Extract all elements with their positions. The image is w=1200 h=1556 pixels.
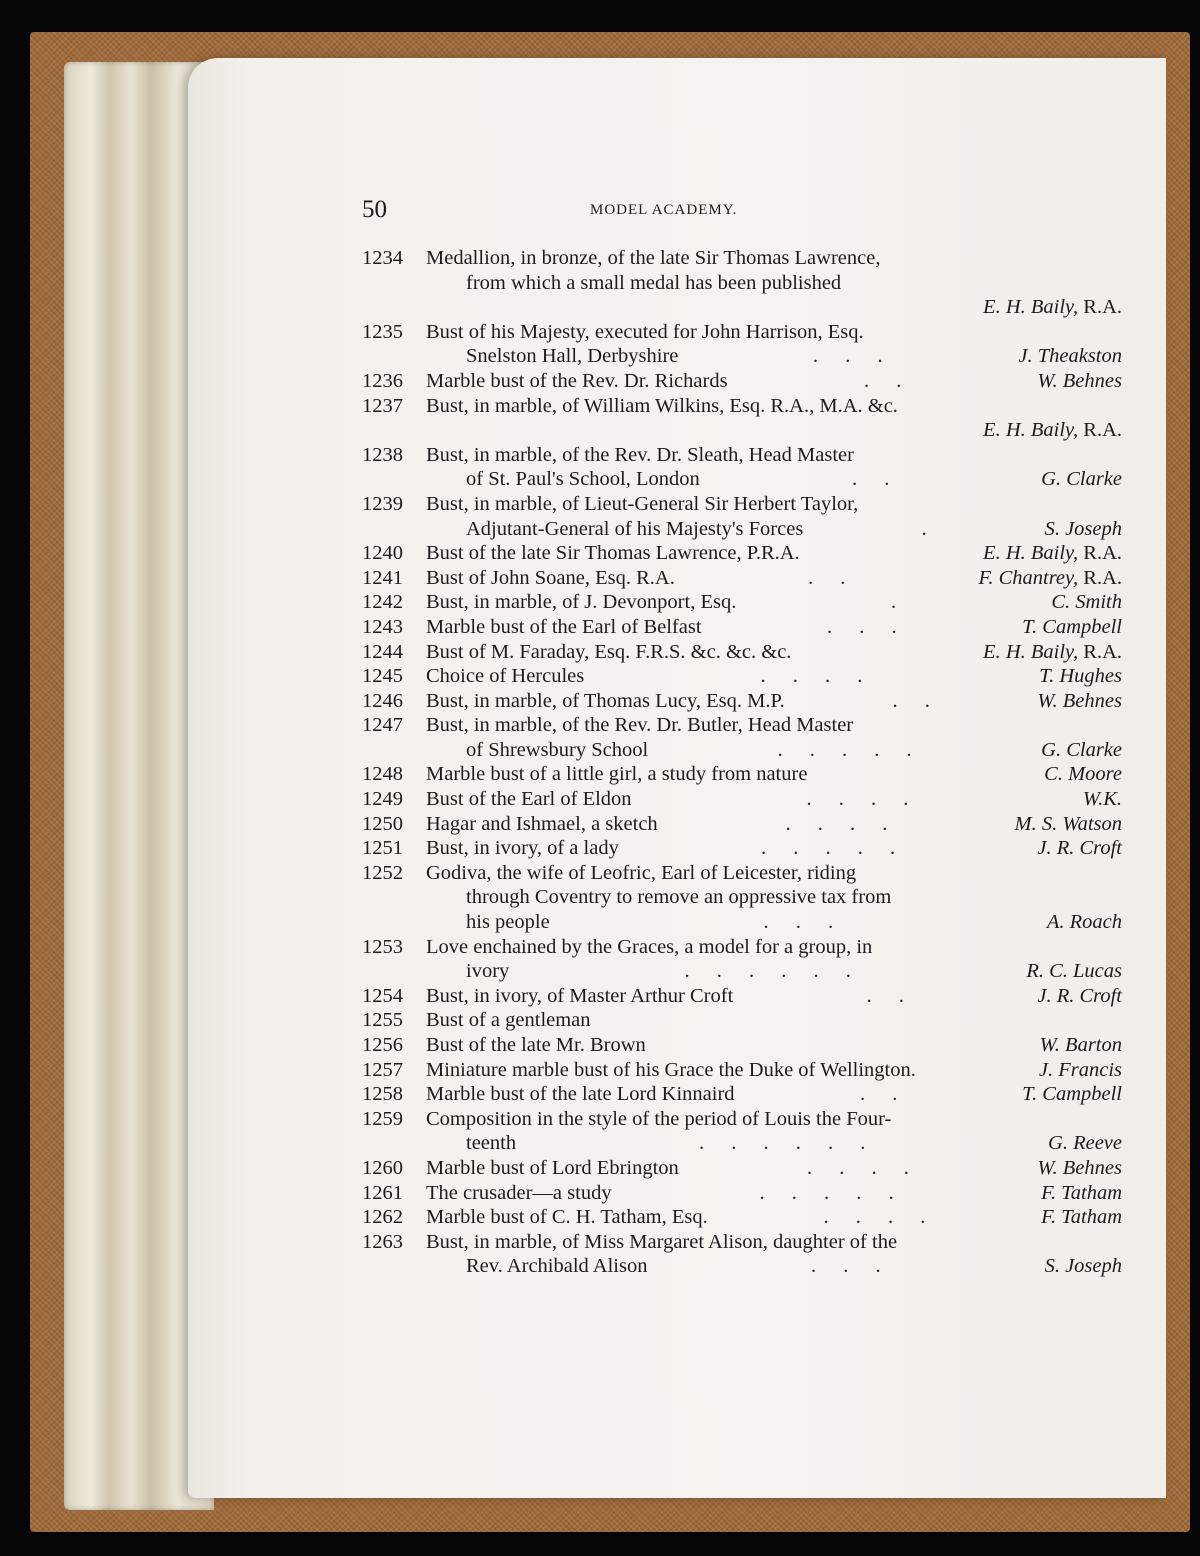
entry-line [362, 541, 1122, 566]
catalogue-entry [362, 935, 1122, 984]
leader-dots: . . . . . [761, 837, 896, 860]
catalogue-entry [362, 1033, 1122, 1058]
leader-dots: . . [892, 689, 930, 712]
catalogue-entry [362, 394, 1122, 443]
artist-name [983, 418, 1122, 443]
artist-name [1041, 1205, 1122, 1230]
artist-name [1041, 467, 1122, 492]
catalogue-entry [362, 590, 1122, 615]
entry-line [362, 836, 1122, 861]
entry-title: from which a small medal has been published [466, 271, 842, 294]
entry-line [362, 590, 1122, 615]
entry-title: Bust, in ivory, of Master Arthur Croft [426, 984, 734, 1007]
catalogue-entry [362, 1058, 1122, 1083]
artist-surname: E. H. Baily, [983, 542, 1079, 565]
leader-dots: . . . . [760, 665, 863, 688]
leader-dots: . . [866, 984, 904, 1007]
artist-name [1037, 1156, 1122, 1181]
catalogue-entry [362, 541, 1122, 566]
page-header [362, 196, 1122, 226]
artist-surname: G. Reeve [1048, 1132, 1122, 1155]
entry-line [362, 1082, 1122, 1107]
catalogue-entry [362, 615, 1122, 640]
artist-surname: W. Behnes [1037, 1156, 1122, 1179]
artist-name [983, 541, 1122, 566]
entry-number: 1235 [362, 320, 403, 343]
artist-surname: E. H. Baily, [983, 296, 1079, 319]
artist-name [1041, 1181, 1122, 1206]
entry-line [362, 492, 1122, 517]
entry-number: 1262 [362, 1206, 403, 1229]
leader-dots: . . . . [785, 812, 888, 835]
artist-name [978, 566, 1122, 591]
artist-name [1047, 910, 1122, 935]
entry-number: 1241 [362, 566, 403, 589]
artist-surname: W. Barton [1039, 1034, 1122, 1056]
entry-line [362, 1107, 1122, 1132]
artist-surname: A. Roach [1046, 911, 1122, 934]
entry-line [362, 640, 1122, 665]
catalogue-entry [362, 812, 1122, 837]
entry-line [362, 344, 1122, 369]
artist-title: R.A. [1083, 296, 1122, 319]
entry-line [362, 984, 1122, 1009]
entry-title: Marble bust of Lord Ebrington [426, 1156, 679, 1179]
catalogue-entry [362, 762, 1122, 787]
entry-title: Snelston Hall, Derbyshire [466, 345, 679, 368]
entry-line [362, 467, 1122, 492]
artist-name [1026, 959, 1122, 984]
entry-title: teenth [466, 1132, 517, 1155]
entry-title: Bust, in marble, of Miss Margaret Alison, daughter of the [426, 1230, 898, 1253]
artist-name [1040, 1033, 1122, 1058]
entry-line [362, 443, 1122, 468]
artist-name [983, 295, 1122, 320]
artist-surname: R. C. Lucas [1026, 960, 1122, 983]
entry-title: Bust of a gentleman [426, 1009, 591, 1032]
entry-line [362, 517, 1122, 542]
artist-surname: F. Chantrey, [978, 566, 1079, 589]
entry-title: Bust, in ivory, of a lady [426, 837, 619, 860]
artist-name [1015, 812, 1122, 837]
entry-number: 1260 [362, 1156, 403, 1179]
catalogue-list [362, 246, 1122, 1279]
entry-line [362, 689, 1122, 714]
artist-title: R.A. [1083, 419, 1122, 442]
catalogue-entry [362, 984, 1122, 1009]
entry-title: Marble bust of the Rev. Dr. Richards [426, 369, 728, 392]
entry-line [362, 861, 1122, 886]
artist-name [1037, 836, 1122, 861]
artist-name [1045, 517, 1122, 542]
artist-surname: T. Campbell [1022, 615, 1122, 638]
entry-title: Composition in the style of the period of Louis the Four- [426, 1107, 892, 1130]
artist-surname: E. H. Baily, [983, 419, 1079, 442]
artist-surname: J. Francis [1038, 1058, 1122, 1081]
leader-dots: . . [860, 1083, 898, 1106]
entry-number: 1253 [362, 935, 403, 958]
entry-line [362, 1008, 1122, 1033]
artist-surname: W. Behnes [1037, 689, 1122, 712]
entry-title: Bust of John Soane, Esq. R.A. [426, 566, 675, 589]
entry-title: Godiva, the wife of Leofric, Earl of Leicester, riding [426, 861, 857, 884]
entry-number: 1246 [362, 689, 403, 712]
entry-title: Choice of Hercules [426, 665, 585, 688]
artist-surname: J. R. Croft [1037, 984, 1122, 1007]
catalogue-entry [362, 369, 1122, 394]
entry-line [362, 1058, 1122, 1083]
catalogue-entry [362, 861, 1122, 935]
entry-line [362, 246, 1122, 271]
entry-line [362, 295, 1122, 320]
artist-name [1048, 1131, 1122, 1156]
artist-surname: F. Tatham [1041, 1181, 1122, 1204]
entry-number: 1237 [362, 394, 403, 417]
entry-line [362, 1181, 1122, 1206]
entry-line [362, 762, 1122, 787]
artist-name [1037, 369, 1122, 394]
entry-line [362, 885, 1122, 910]
entry-title: Miniature marble bust of his Grace the Duke of Wellington. [426, 1058, 916, 1081]
leader-dots: . [921, 517, 927, 540]
catalogue-entry [362, 1205, 1122, 1230]
artist-surname: F. Tatham [1041, 1206, 1122, 1229]
entry-number: 1236 [362, 369, 403, 392]
entry-title: Love enchained by the Graces, a model for a group, in [426, 935, 873, 958]
entry-number: 1255 [362, 1009, 403, 1032]
catalogue-entry [362, 1230, 1122, 1279]
entry-title: Bust, in marble, of Thomas Lucy, Esq. M.P. [426, 689, 785, 712]
catalogue-entry [362, 640, 1122, 665]
entry-title: Bust, in marble, of Lieut-General Sir Herbert Taylor, [426, 492, 859, 515]
entry-title: his people [466, 911, 550, 934]
catalogue-entry [362, 1107, 1122, 1156]
entry-line [362, 910, 1122, 935]
artist-name [983, 640, 1122, 665]
leader-dots: . . . . . [777, 738, 912, 761]
catalogue-entry [362, 320, 1122, 369]
entry-line [362, 418, 1122, 443]
artist-surname: T. Campbell [1022, 1083, 1122, 1106]
leader-dots: . . . [827, 615, 897, 638]
entry-number: 1263 [362, 1230, 403, 1253]
leader-dots: . . . [811, 1255, 881, 1278]
artist-name [1037, 689, 1122, 714]
entry-number: 1242 [362, 591, 403, 614]
artist-surname: G. Clarke [1041, 738, 1122, 761]
entry-number: 1251 [362, 837, 403, 860]
leader-dots: . . [808, 566, 846, 589]
leader-dots: . . . [763, 911, 834, 934]
entry-line [362, 1254, 1122, 1279]
entry-line [362, 935, 1122, 960]
catalogue-entry [362, 246, 1122, 320]
leader-dots: . . [852, 468, 890, 491]
entry-title: of St. Paul's School, London [466, 468, 700, 491]
entry-number: 1252 [362, 861, 403, 884]
catalogue-entry [362, 664, 1122, 689]
entry-title: Marble bust of a little girl, a study from nature [426, 763, 808, 786]
entry-number: 1261 [362, 1181, 403, 1204]
artist-name [1041, 738, 1122, 763]
entry-line [362, 738, 1122, 763]
entry-title: of Shrewsbury School [466, 738, 649, 761]
entry-title: Rev. Archibald Alison [466, 1255, 648, 1278]
leader-dots: . . . . [807, 1156, 909, 1179]
entry-title: Bust, in marble, of the Rev. Dr. Sleath, Head Master [426, 443, 854, 466]
entry-number: 1248 [362, 763, 403, 786]
artist-name [1022, 1082, 1122, 1107]
entry-line [362, 959, 1122, 984]
artist-surname: W.K. [1082, 788, 1122, 811]
artist-title: R.A. [1083, 566, 1122, 589]
artist-title: R.A. [1083, 542, 1122, 565]
entry-title: Bust, in marble, of William Wilkins, Esq. R.A., M.A. &c. [426, 394, 898, 417]
entry-line [362, 394, 1122, 419]
artist-surname: J. Theakston [1018, 345, 1122, 368]
entry-title: Medallion, in bronze, of the late Sir Thomas Lawrence, [426, 247, 881, 269]
leader-dots: . . . . . . [684, 960, 851, 983]
catalogue-entry [362, 836, 1122, 861]
entry-title: ivory [466, 960, 510, 983]
leader-dots: . . . . . . [699, 1132, 866, 1155]
artist-surname: C. Smith [1051, 591, 1122, 614]
leader-dots: . . . . [806, 788, 909, 811]
leader-dots: . . . [813, 345, 883, 368]
entry-number: 1257 [362, 1058, 403, 1081]
entry-line [362, 1230, 1122, 1255]
catalogue-entry [362, 1181, 1122, 1206]
artist-title: R.A. [1083, 640, 1122, 663]
entry-title: Marble bust of the late Lord Kinnaird [426, 1083, 735, 1106]
entry-number: 1238 [362, 443, 403, 466]
entry-number: 1259 [362, 1107, 403, 1130]
artist-name [1045, 1254, 1122, 1279]
entry-number: 1239 [362, 492, 403, 515]
artist-surname: W. Behnes [1037, 369, 1122, 392]
artist-surname: G. Clarke [1041, 468, 1122, 491]
entry-title: Bust, in marble, of J. Devonport, Esq. [426, 591, 737, 614]
entry-line [362, 787, 1122, 812]
entry-number: 1256 [362, 1034, 403, 1056]
entry-line [362, 664, 1122, 689]
leader-dots: . . . . . [759, 1181, 894, 1204]
entry-line [362, 320, 1122, 345]
catalogue-entry [362, 443, 1122, 492]
leader-dots: . [891, 591, 897, 614]
entry-title: Bust, in marble, of the Rev. Dr. Butler, Head Master [426, 714, 854, 737]
entry-number: 1258 [362, 1083, 403, 1106]
entry-line [362, 1131, 1122, 1156]
entry-title: The crusader—a study [426, 1181, 612, 1204]
catalogue-entry [362, 787, 1122, 812]
leader-dots: . . [864, 369, 902, 392]
artist-surname: S. Joseph [1044, 517, 1122, 540]
entry-title: Hagar and Ishmael, a sketch [426, 812, 658, 835]
catalogue-entry [362, 1008, 1122, 1033]
running-title: MODEL ACADEMY. [590, 202, 738, 218]
entry-number: 1247 [362, 714, 403, 737]
entry-number: 1234 [362, 247, 403, 269]
leader-dots: . . . . [823, 1206, 926, 1229]
catalogue-entry [362, 689, 1122, 714]
entry-line [362, 1205, 1122, 1230]
entry-number: 1254 [362, 984, 403, 1007]
artist-name [1039, 1058, 1122, 1083]
artist-surname: T. Hughes [1039, 665, 1122, 688]
catalogue-entry [362, 713, 1122, 762]
entry-number: 1245 [362, 665, 403, 688]
page-number: 50 [362, 196, 387, 223]
catalogue-entry [362, 566, 1122, 591]
entry-line [362, 566, 1122, 591]
artist-name [1051, 590, 1122, 615]
entry-line [362, 1033, 1122, 1058]
entry-title: Marble bust of the Earl of Belfast [426, 615, 702, 638]
entry-line [362, 713, 1122, 738]
artist-name [1018, 344, 1122, 369]
entry-title: Bust of his Majesty, executed for John Harrison, Esq. [426, 320, 864, 343]
artist-name [1044, 762, 1122, 787]
entry-line [362, 271, 1122, 296]
entry-title: through Coventry to remove an oppressive tax from [466, 886, 892, 909]
catalogue-entry [362, 492, 1122, 541]
entry-number: 1243 [362, 615, 403, 638]
entry-title: Marble bust of C. H. Tatham, Esq. [426, 1206, 708, 1229]
artist-surname: J. R. Croft [1037, 837, 1122, 860]
entry-title: Bust of the Earl of Eldon [426, 788, 632, 811]
artist-surname: C. Moore [1044, 763, 1122, 786]
catalogue-entry [362, 1156, 1122, 1181]
entry-title: Bust of the late Sir Thomas Lawrence, P.R.A. [426, 542, 800, 565]
entry-number: 1250 [362, 812, 403, 835]
catalogue-entry [362, 1082, 1122, 1107]
artist-name [1037, 984, 1122, 1009]
entry-line [362, 1156, 1122, 1181]
entry-title: Bust of M. Faraday, Esq. F.R.S. &c. &c. &c. [426, 640, 792, 663]
entry-title: Adjutant-General of his Majesty's Forces [466, 517, 804, 540]
artist-surname: E. H. Baily, [983, 640, 1079, 663]
entry-line [362, 615, 1122, 640]
entry-title: Bust of the late Mr. Brown [426, 1034, 646, 1056]
entry-line [362, 369, 1122, 394]
artist-name [1083, 787, 1122, 812]
artist-name [1022, 615, 1122, 640]
entry-number: 1240 [362, 542, 403, 565]
artist-surname: M. S. Watson [1014, 812, 1122, 835]
artist-name [1039, 664, 1122, 689]
artist-surname: S. Joseph [1044, 1255, 1122, 1278]
entry-number: 1249 [362, 788, 403, 811]
entry-line [362, 812, 1122, 837]
entry-number: 1244 [362, 640, 403, 663]
